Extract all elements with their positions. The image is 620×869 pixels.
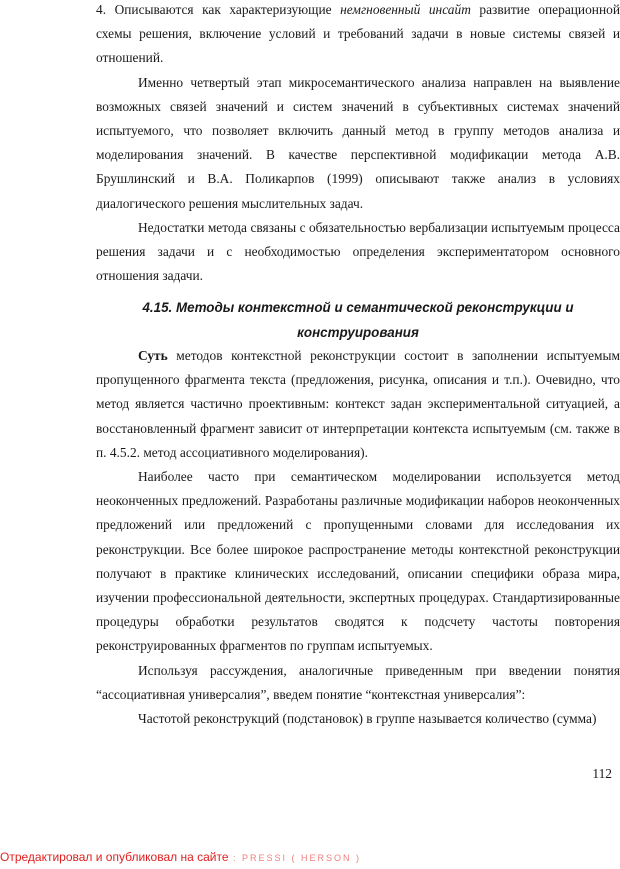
italic-term: немгновенный инсайт bbox=[340, 2, 471, 17]
text-block-top bbox=[96, 0, 620, 288]
paragraph-micro-semantic: Именно четвертый этап микросемантического анализа направлен на выявление возможных связей значений и систем значений в субъективных системах значений испытуемого, что позволяет включить данный метод в группу методов анализа и моделирования значений. В качестве перспективной модификации метода А.В. Брушлинский и В.А. Поликарпов (1999) описывают также анализ в условиях диалогического решения мыслительных задач. bbox=[96, 74, 620, 211]
text-block-bottom bbox=[96, 344, 620, 731]
section-heading-line-1: 4.15. Методы контекстной и семантической реконструкции и bbox=[142, 300, 574, 315]
bold-term: Суть bbox=[138, 348, 168, 363]
paragraph-text: развитие операционной схемы решения, включение условий и требований задачи в новые системы связей и отношений. bbox=[96, 2, 620, 66]
section-heading bbox=[96, 295, 620, 345]
section-heading-line-2: конструирования bbox=[297, 325, 419, 340]
paragraph-stage-4 bbox=[96, 0, 620, 71]
footer-credit bbox=[0, 850, 361, 864]
paragraph-essence bbox=[96, 344, 620, 465]
footer-site-link[interactable]: : PRESSI ( HERSON ) bbox=[228, 853, 362, 863]
paragraph-text: 4. Описываются как характеризующие bbox=[96, 2, 341, 17]
paragraph-text: методов контекстной реконструкции состоит в заполнении испытуемым пропущенного фрагмента текста (предложения, рисунка, описания и т.п.). Очевидно, что метод является частично проективным: контекст задан экспериментальной ситуацией, а восстановленный фрагмент зависит от интерпретации контекста испытуемым (см. также в п. 4.5.2. метод ассоциативного моделирования). bbox=[96, 348, 620, 460]
paragraph-unfinished-sentences: Наиболее часто при семантическом моделировании используется метод неоконченных предложений. Разработаны различные модификации наборов неоконченных предложений или предложений с пропущенными словами для исследования их реконструкции. Все более широкое распространение методы контекстной реконструкции получают в практике клинических исследований, описании специфики образа мира, изучении профессиональной деятельности, экспертных процедурах. Стандартизированные процедуры обработки результатов сводятся к подсчету частоты повторения реконструированных фрагментов по группам испытуемых. bbox=[96, 469, 620, 654]
footer-text: Отредактировал и опубликовал на сайте bbox=[0, 850, 229, 864]
page-number: 112 bbox=[592, 766, 612, 781]
paragraph-frequency: Частотой реконструкций (подстановок) в группе называется количество (сумма) bbox=[138, 711, 597, 727]
paragraph-reasoning: Используя рассуждения, аналогичные приведенным при введении понятия “ассоциативная универсалия”, введем понятие “контекстная универсалия”: bbox=[96, 662, 620, 702]
paragraph-drawbacks: Недостатки метода связаны с обязательностью вербализации испытуемым процесса решения задачи и с необходимостью определения экспериментатором основного отношения задачи. bbox=[96, 219, 620, 284]
